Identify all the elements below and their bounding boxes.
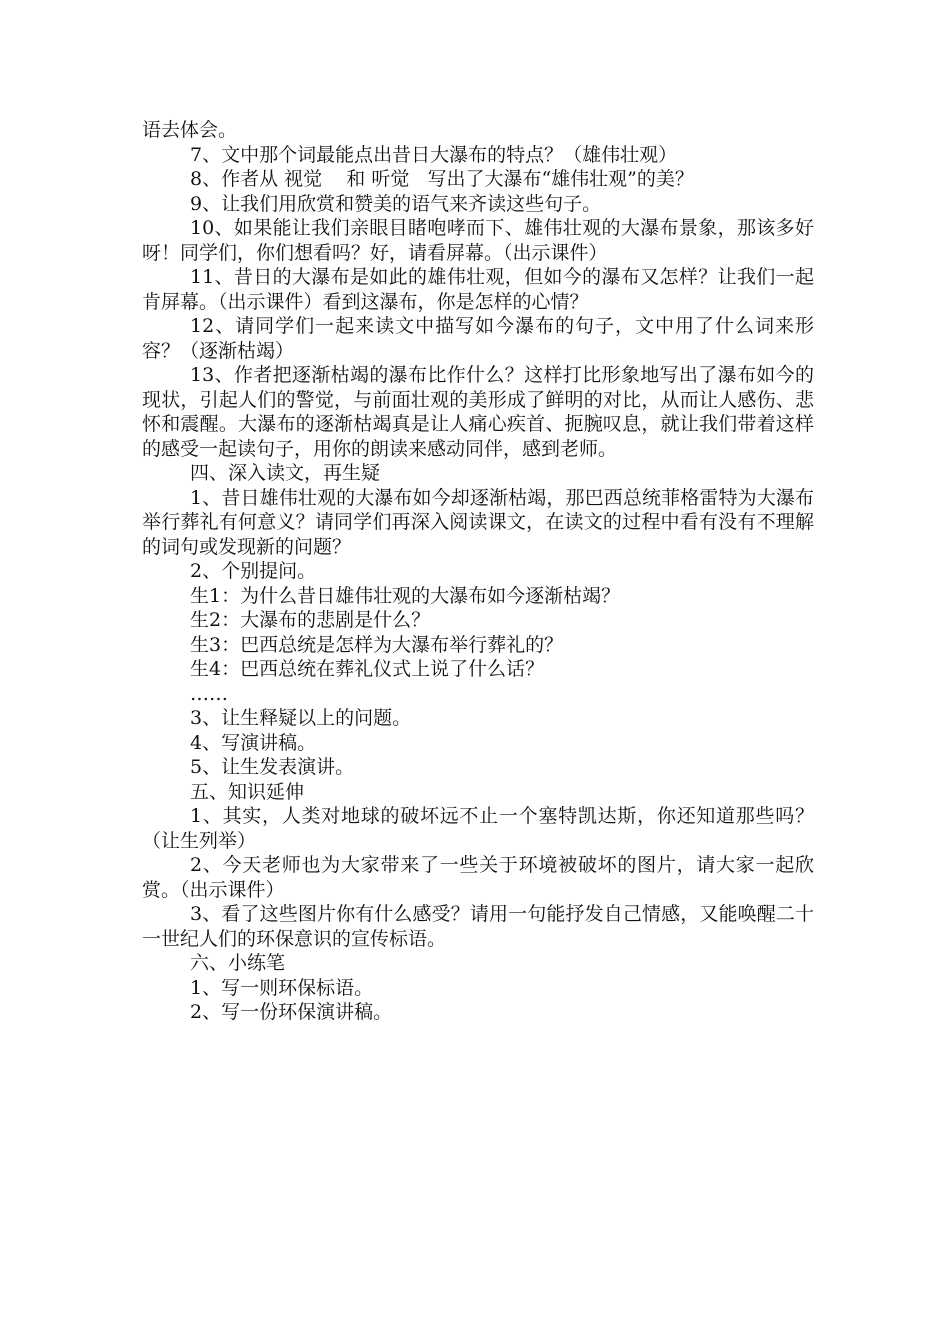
paragraph: 4、写演讲稿。 (190, 731, 317, 754)
student-question: 生3：巴西总统是怎样为大瀑布举行葬礼的？ (190, 633, 564, 656)
paragraph: 7、文中那个词最能点出昔日大瀑布的特点？（雄伟壮观） (190, 143, 678, 166)
paragraph: 11、昔日的大瀑布是如此的雄伟壮观，但如今的瀑布又怎样？让我们一起肯屏幕。（出示课件）看到这瀑布，你是怎样的心情？ (142, 266, 814, 313)
paragraph: 1、昔日雄伟壮观的大瀑布如今却逐渐枯竭，那巴西总统菲格雷特为大瀑布举行葬礼有何意义？请同学们再深入阅读课文，在读文的过程中看有没有不理解的词句或发现新的问题？ (142, 486, 814, 558)
paragraph: 1、写一则环保标语。 (190, 976, 374, 999)
paragraph: 5、让生发表演讲。 (190, 756, 355, 778)
student-question: 生4：巴西总统在葬礼仪式上说了什么话？ (190, 658, 545, 680)
paragraph: 9、让我们用欣赏和赞美的语气来齐读这些句子。 (190, 192, 602, 215)
section-heading: 五、知识延伸 (190, 780, 305, 803)
paragraph: 2、个别提问。 (190, 560, 317, 582)
document-page (142, 118, 814, 1025)
paragraph: 8、作者从 视觉 和 听觉 写出了大瀑布“雄伟壮观”的美？ (190, 168, 694, 190)
section-heading: 四、深入读文，再生疑 (190, 462, 381, 484)
ellipsis: …… (190, 682, 228, 705)
paragraph: 10、如果能让我们亲眼目睹咆哮而下、雄伟壮观的大瀑布景象，那该多好呀！同学们，你们想看吗？好，请看屏幕。（出示课件） (142, 217, 814, 264)
paragraph: 2、写一份环保演讲稿。 (190, 1001, 393, 1023)
student-question: 生2：大瀑布的悲剧是什么？ (190, 609, 431, 631)
paragraph: 语去体会。 (142, 119, 238, 141)
student-question: 生1：为什么昔日雄伟壮观的大瀑布如今逐渐枯竭？ (190, 584, 621, 607)
section-heading: 六、小练笔 (190, 952, 286, 974)
paragraph: 3、看了这些图片你有什么感受？请用一句能抒发自己情感，又能唤醒二十一世纪人们的环保意识的宣传标语。 (142, 903, 814, 950)
paragraph: 13、作者把逐渐枯竭的瀑布比作什么？这样打比形象地写出了瀑布如今的现状，引起人们的警觉，与前面壮观的美形成了鲜明的对比，从而让人感伤、悲怀和震醒。大瀑布的逐渐枯竭真是让人痛心疾首、扼腕叹息，就让我们带着这样的感受一起读句子，用你的朗读来感动同伴，感到老师。 (142, 364, 814, 460)
paragraph: 2、今天老师也为大家带来了一些关于环境被破坏的图片，请大家一起欣赏。（出示课件） (142, 854, 814, 901)
paragraph: 1、其实，人类对地球的破坏远不止一个塞特凯达斯，你还知道那些吗？（让生列举） (142, 805, 814, 852)
paragraph: 3、让生释疑以上的问题。 (190, 707, 412, 729)
paragraph: 12、请同学们一起来读文中描写如今瀑布的句子，文中用了什么词来形容？（逐渐枯竭） (142, 315, 814, 362)
